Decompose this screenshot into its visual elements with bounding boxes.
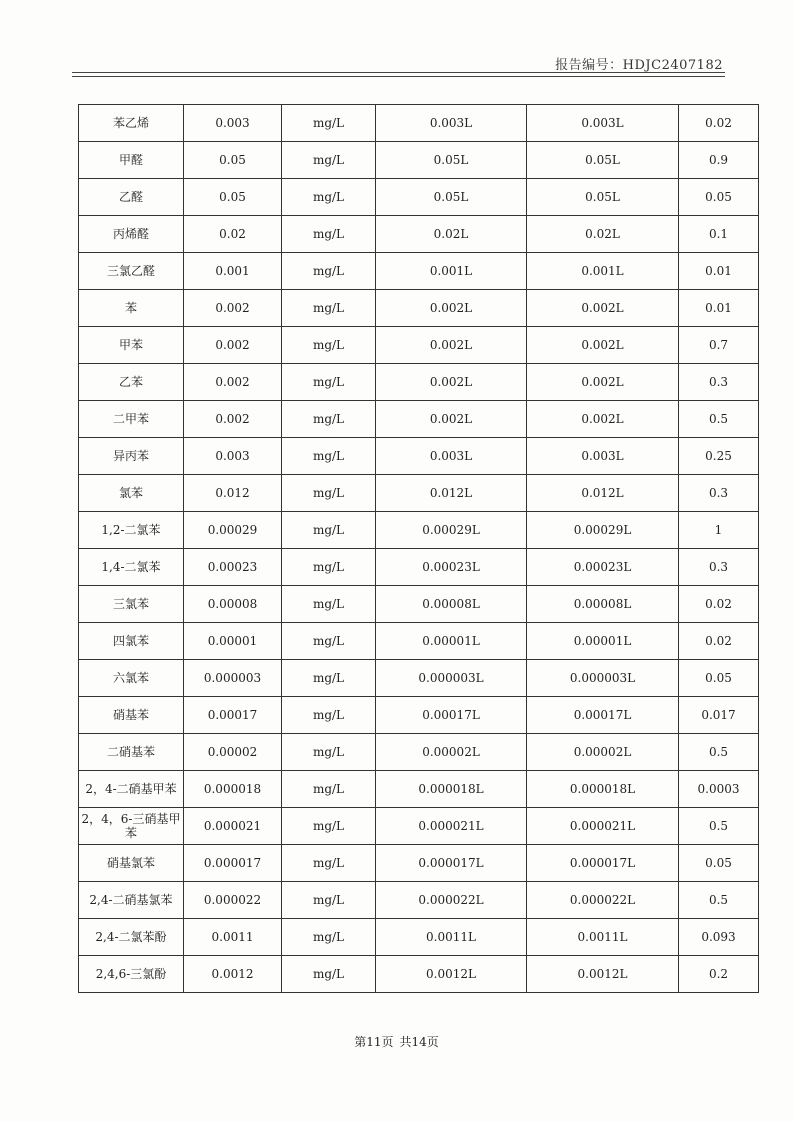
table-row	[79, 216, 759, 253]
header-rule-thin	[72, 76, 725, 77]
cell-result-2: 0.003L	[527, 438, 679, 475]
cell-item-name: 甲苯	[79, 327, 184, 364]
cell-result-1: 0.05L	[376, 142, 527, 179]
cell-item-name: 氯苯	[79, 475, 184, 512]
cell-unit: mg/L	[282, 549, 376, 586]
cell-standard-limit: 0.5	[679, 734, 759, 771]
table-row	[79, 438, 759, 475]
cell-item-name: 硝基氯苯	[79, 845, 184, 882]
table-row	[79, 327, 759, 364]
cell-item-name: 异丙苯	[79, 438, 184, 475]
cell-unit: mg/L	[282, 401, 376, 438]
cell-detection-limit: 0.00008	[184, 586, 282, 623]
results-table	[78, 104, 759, 993]
cell-item-name: 硝基苯	[79, 697, 184, 734]
cell-result-2: 0.002L	[527, 401, 679, 438]
cell-standard-limit: 0.05	[679, 660, 759, 697]
cell-detection-limit: 0.0011	[184, 919, 282, 956]
cell-result-1: 0.000021L	[376, 808, 527, 845]
cell-standard-limit: 0.01	[679, 290, 759, 327]
cell-result-1: 0.00029L	[376, 512, 527, 549]
cell-unit: mg/L	[282, 512, 376, 549]
table-row	[79, 660, 759, 697]
cell-detection-limit: 0.000003	[184, 660, 282, 697]
cell-standard-limit: 0.02	[679, 623, 759, 660]
cell-unit: mg/L	[282, 623, 376, 660]
report-number: 报告编号：HDJC2407182	[555, 58, 723, 73]
cell-item-name: 三氯乙醛	[79, 253, 184, 290]
cell-detection-limit: 0.000018	[184, 771, 282, 808]
cell-unit: mg/L	[282, 956, 376, 993]
cell-unit: mg/L	[282, 327, 376, 364]
cell-detection-limit: 0.05	[184, 179, 282, 216]
cell-result-2: 0.00029L	[527, 512, 679, 549]
cell-result-2: 0.002L	[527, 364, 679, 401]
cell-detection-limit: 0.000021	[184, 808, 282, 845]
cell-result-2: 0.001L	[527, 253, 679, 290]
cell-result-2: 0.02L	[527, 216, 679, 253]
table-row	[79, 697, 759, 734]
cell-result-1: 0.001L	[376, 253, 527, 290]
cell-result-1: 0.002L	[376, 401, 527, 438]
cell-detection-limit: 0.002	[184, 364, 282, 401]
table-row	[79, 734, 759, 771]
cell-detection-limit: 0.003	[184, 438, 282, 475]
cell-detection-limit: 0.0012	[184, 956, 282, 993]
cell-standard-limit: 0.093	[679, 919, 759, 956]
cell-result-1: 0.002L	[376, 327, 527, 364]
table-row	[79, 549, 759, 586]
cell-item-name: 1,4-二氯苯	[79, 549, 184, 586]
cell-standard-limit: 0.017	[679, 697, 759, 734]
cell-result-1: 0.05L	[376, 179, 527, 216]
cell-detection-limit: 0.002	[184, 290, 282, 327]
header-rule-thick	[72, 72, 725, 73]
cell-result-1: 0.003L	[376, 105, 527, 142]
cell-unit: mg/L	[282, 660, 376, 697]
cell-detection-limit: 0.003	[184, 105, 282, 142]
cell-detection-limit: 0.02	[184, 216, 282, 253]
cell-detection-limit: 0.00023	[184, 549, 282, 586]
table-row	[79, 290, 759, 327]
cell-detection-limit: 0.00002	[184, 734, 282, 771]
cell-standard-limit: 0.02	[679, 105, 759, 142]
cell-unit: mg/L	[282, 216, 376, 253]
cell-result-1: 0.00008L	[376, 586, 527, 623]
cell-detection-limit: 0.00001	[184, 623, 282, 660]
cell-item-name: 三氯苯	[79, 586, 184, 623]
cell-standard-limit: 0.5	[679, 808, 759, 845]
cell-detection-limit: 0.000022	[184, 882, 282, 919]
cell-result-2: 0.00002L	[527, 734, 679, 771]
cell-item-name: 六氯苯	[79, 660, 184, 697]
cell-unit: mg/L	[282, 475, 376, 512]
cell-standard-limit: 0.25	[679, 438, 759, 475]
cell-result-1: 0.002L	[376, 290, 527, 327]
page-footer	[0, 1033, 793, 1050]
cell-unit: mg/L	[282, 290, 376, 327]
cell-result-2: 0.000018L	[527, 771, 679, 808]
cell-result-1: 0.00002L	[376, 734, 527, 771]
cell-result-2: 0.00017L	[527, 697, 679, 734]
cell-unit: mg/L	[282, 845, 376, 882]
cell-standard-limit: 0.02	[679, 586, 759, 623]
table-row	[79, 845, 759, 882]
cell-result-1: 0.000022L	[376, 882, 527, 919]
table-row	[79, 919, 759, 956]
cell-result-2: 0.000022L	[527, 882, 679, 919]
cell-result-2: 0.003L	[527, 105, 679, 142]
cell-unit: mg/L	[282, 253, 376, 290]
cell-result-2: 0.012L	[527, 475, 679, 512]
cell-unit: mg/L	[282, 919, 376, 956]
cell-result-1: 0.0012L	[376, 956, 527, 993]
cell-unit: mg/L	[282, 697, 376, 734]
table-row	[79, 512, 759, 549]
cell-standard-limit: 0.9	[679, 142, 759, 179]
cell-item-name: 2，4，6-三硝基甲苯	[79, 808, 184, 845]
cell-detection-limit: 0.05	[184, 142, 282, 179]
cell-unit: mg/L	[282, 105, 376, 142]
cell-result-2: 0.0012L	[527, 956, 679, 993]
cell-result-1: 0.012L	[376, 475, 527, 512]
table-row	[79, 956, 759, 993]
cell-item-name: 二硝基苯	[79, 734, 184, 771]
cell-standard-limit: 0.3	[679, 475, 759, 512]
cell-detection-limit: 0.000017	[184, 845, 282, 882]
cell-result-1: 0.00017L	[376, 697, 527, 734]
cell-standard-limit: 0.2	[679, 956, 759, 993]
cell-unit: mg/L	[282, 142, 376, 179]
table-row	[79, 771, 759, 808]
table-row	[79, 105, 759, 142]
table-row	[79, 179, 759, 216]
cell-unit: mg/L	[282, 438, 376, 475]
table-row	[79, 475, 759, 512]
cell-detection-limit: 0.001	[184, 253, 282, 290]
cell-item-name: 乙苯	[79, 364, 184, 401]
cell-item-name: 二甲苯	[79, 401, 184, 438]
cell-item-name: 2,4,6-三氯酚	[79, 956, 184, 993]
cell-result-1: 0.003L	[376, 438, 527, 475]
page-number: 第11页	[354, 1035, 394, 1049]
cell-detection-limit: 0.00029	[184, 512, 282, 549]
page-total: 共14页	[399, 1035, 439, 1049]
table-row	[79, 808, 759, 845]
cell-standard-limit: 0.3	[679, 364, 759, 401]
cell-standard-limit: 0.01	[679, 253, 759, 290]
cell-standard-limit: 0.05	[679, 179, 759, 216]
cell-item-name: 2,4-二硝基氯苯	[79, 882, 184, 919]
cell-standard-limit: 0.5	[679, 882, 759, 919]
cell-result-2: 0.002L	[527, 290, 679, 327]
cell-detection-limit: 0.002	[184, 401, 282, 438]
cell-result-1: 0.00001L	[376, 623, 527, 660]
cell-item-name: 丙烯醛	[79, 216, 184, 253]
cell-result-2: 0.00023L	[527, 549, 679, 586]
table-row	[79, 142, 759, 179]
cell-item-name: 1,2-二氯苯	[79, 512, 184, 549]
cell-item-name: 2,4-二氯苯酚	[79, 919, 184, 956]
cell-item-name: 乙醛	[79, 179, 184, 216]
cell-result-2: 0.000003L	[527, 660, 679, 697]
cell-standard-limit: 0.5	[679, 401, 759, 438]
cell-result-1: 0.000003L	[376, 660, 527, 697]
cell-result-1: 0.000017L	[376, 845, 527, 882]
cell-standard-limit: 0.3	[679, 549, 759, 586]
table-row	[79, 586, 759, 623]
table-row	[79, 623, 759, 660]
cell-detection-limit: 0.012	[184, 475, 282, 512]
cell-unit: mg/L	[282, 179, 376, 216]
cell-item-name: 2，4-二硝基甲苯	[79, 771, 184, 808]
cell-result-2: 0.002L	[527, 327, 679, 364]
cell-unit: mg/L	[282, 734, 376, 771]
table-row	[79, 253, 759, 290]
cell-standard-limit: 1	[679, 512, 759, 549]
cell-item-name: 四氯苯	[79, 623, 184, 660]
cell-unit: mg/L	[282, 808, 376, 845]
cell-result-2: 0.000021L	[527, 808, 679, 845]
cell-result-2: 0.00001L	[527, 623, 679, 660]
cell-result-2: 0.00008L	[527, 586, 679, 623]
cell-result-2: 0.000017L	[527, 845, 679, 882]
cell-detection-limit: 0.00017	[184, 697, 282, 734]
cell-unit: mg/L	[282, 586, 376, 623]
results-table-body	[79, 105, 759, 993]
cell-standard-limit: 0.1	[679, 216, 759, 253]
cell-unit: mg/L	[282, 364, 376, 401]
cell-result-2: 0.05L	[527, 142, 679, 179]
table-row	[79, 401, 759, 438]
cell-result-1: 0.002L	[376, 364, 527, 401]
cell-result-1: 0.000018L	[376, 771, 527, 808]
cell-item-name: 苯乙烯	[79, 105, 184, 142]
cell-unit: mg/L	[282, 771, 376, 808]
cell-result-1: 0.00023L	[376, 549, 527, 586]
cell-result-2: 0.05L	[527, 179, 679, 216]
table-row	[79, 364, 759, 401]
cell-result-2: 0.0011L	[527, 919, 679, 956]
cell-standard-limit: 0.7	[679, 327, 759, 364]
cell-standard-limit: 0.0003	[679, 771, 759, 808]
cell-result-1: 0.0011L	[376, 919, 527, 956]
cell-standard-limit: 0.05	[679, 845, 759, 882]
cell-item-name: 甲醛	[79, 142, 184, 179]
cell-result-1: 0.02L	[376, 216, 527, 253]
table-row	[79, 882, 759, 919]
cell-unit: mg/L	[282, 882, 376, 919]
cell-item-name: 苯	[79, 290, 184, 327]
cell-detection-limit: 0.002	[184, 327, 282, 364]
